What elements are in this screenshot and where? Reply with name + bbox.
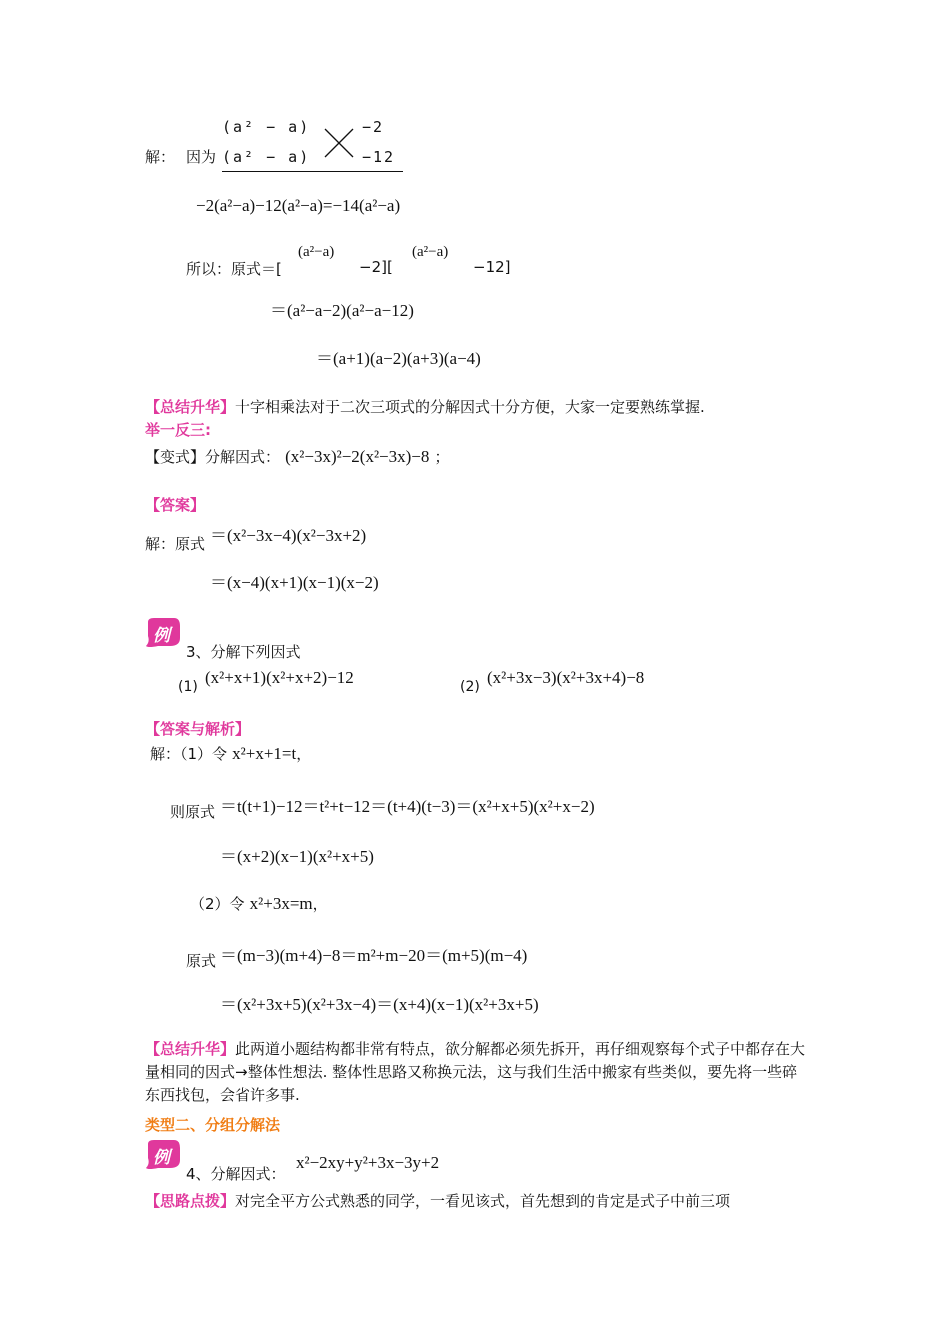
sol3-let1: x²+x+1=t — [232, 744, 297, 763]
bracket2-rest: −12] — [473, 258, 511, 276]
sol3-then-original: 则原式 — [170, 803, 216, 821]
example3-p2-label: (2) — [460, 679, 480, 695]
sol3-line2: ＝(x+2)(x−1)(x²+x+5) — [220, 847, 374, 866]
hint-text: 对完全平方公式熟悉的同学，一看见该式，首先想到的肯定是式子中前三项 — [235, 1192, 731, 1210]
hint-label: 【思路点拨】 — [145, 1192, 236, 1210]
summary2-text: 此两道小题结构都非常有特点，欲分解都必须先拆开，再仔细观察每个式子中都存在大量相同的因式→整体性想法. 整体性思路又称换元法，这与我们生活中搬家有些类似，要先将一些碎东西找包，会省许多事. — [145, 1040, 806, 1104]
cross-top-left: (a² − a) — [222, 118, 311, 136]
example3-p1-label: (1) — [178, 679, 198, 695]
example4-badge-text: 例 — [153, 1148, 170, 1168]
sol3-part1-let — [150, 743, 311, 764]
sol3-let2: x²+3x=m — [249, 894, 313, 913]
example3-badge-text: 例 — [153, 626, 170, 646]
answer-label: 【答案】 — [145, 496, 206, 514]
cross-underline — [222, 171, 403, 172]
example3-p1-expr: (x²+x+1)(x²+x+2)−12 — [205, 668, 354, 687]
cross-top-right: −2 — [362, 118, 385, 136]
hint — [145, 1190, 730, 1211]
sol3-part2-let — [190, 893, 328, 914]
cross-bottom-right: −12 — [362, 148, 396, 166]
sol2-line1: ＝(x²−3x−4)(x²−3x+2) — [210, 526, 367, 545]
bracket1-rest: −2][ — [359, 258, 393, 276]
solution-label: 解： — [145, 148, 176, 166]
step3-equation: ＝(a+1)(a−2)(a+3)(a−4) — [316, 349, 481, 368]
example3-p2-expr: (x²+3x−3)(x²+3x+4)−8 — [487, 668, 645, 687]
type2-heading: 类型二、分组分解法 — [145, 1116, 281, 1134]
juyi-fansan-heading: 举一反三: — [145, 421, 211, 439]
variant-expr: (x²−3x)²−2(x²−3x)−8 — [285, 447, 430, 466]
sol3-comma1: ， — [296, 745, 312, 763]
check-equation: −2(a²−a)−12(a²−a)=−14(a²−a) — [196, 196, 401, 215]
sol3-comma2: ， — [312, 895, 328, 913]
therefore-original: 所以：原式＝[ — [186, 260, 282, 278]
variant-tail: ； — [434, 448, 450, 466]
sol3-line1: ＝t(t+1)−12＝t²+t−12＝(t+4)(t−3)＝(x²+x+5)(x²+x−2) — [220, 797, 595, 816]
example4-title: 4、分解因式： — [186, 1165, 286, 1183]
answer-analysis-label: 【答案与解析】 — [145, 720, 251, 738]
cross-mark-icon — [322, 126, 356, 160]
cross-bottom-left: (a² − a) — [222, 148, 311, 166]
summary1-text: 十字相乘法对于二次三项式的分解因式十分方便，大家一定要熟练掌握. — [235, 398, 705, 416]
variant-problem — [145, 446, 450, 467]
bracket1-inner: (a²−a) — [298, 244, 335, 260]
step2-equation: ＝(a²−a−2)(a²−a−12) — [270, 301, 414, 320]
summary2 — [145, 1038, 810, 1107]
summary1-label: 【总结升华】 — [145, 398, 236, 416]
summary1 — [145, 396, 705, 417]
summary2-label: 【总结升华】 — [145, 1040, 236, 1058]
variant-label: 【变式】分解因式： — [145, 448, 281, 466]
sol3-original: 原式 — [186, 952, 217, 970]
sol3-line4: ＝(x²+3x+5)(x²+3x−4)＝(x+4)(x−1)(x²+3x+5) — [220, 995, 539, 1014]
sol3-part1-label: 解：（1）令 — [150, 745, 228, 763]
example4-expr: x²−2xy+y²+3x−3y+2 — [296, 1153, 440, 1172]
bracket2-inner: (a²−a) — [412, 244, 449, 260]
example3-title: 3、分解下列因式 — [186, 643, 301, 661]
sol3-part2-label: （2）令 — [190, 895, 245, 913]
sol2-line2: ＝(x−4)(x+1)(x−1)(x−2) — [210, 573, 379, 592]
sol2-label: 解：原式 — [145, 535, 206, 553]
sol3-line3: ＝(m−3)(m+4)−8＝m²+m−20＝(m+5)(m−4) — [220, 946, 528, 965]
because-label: 因为 — [186, 148, 217, 166]
